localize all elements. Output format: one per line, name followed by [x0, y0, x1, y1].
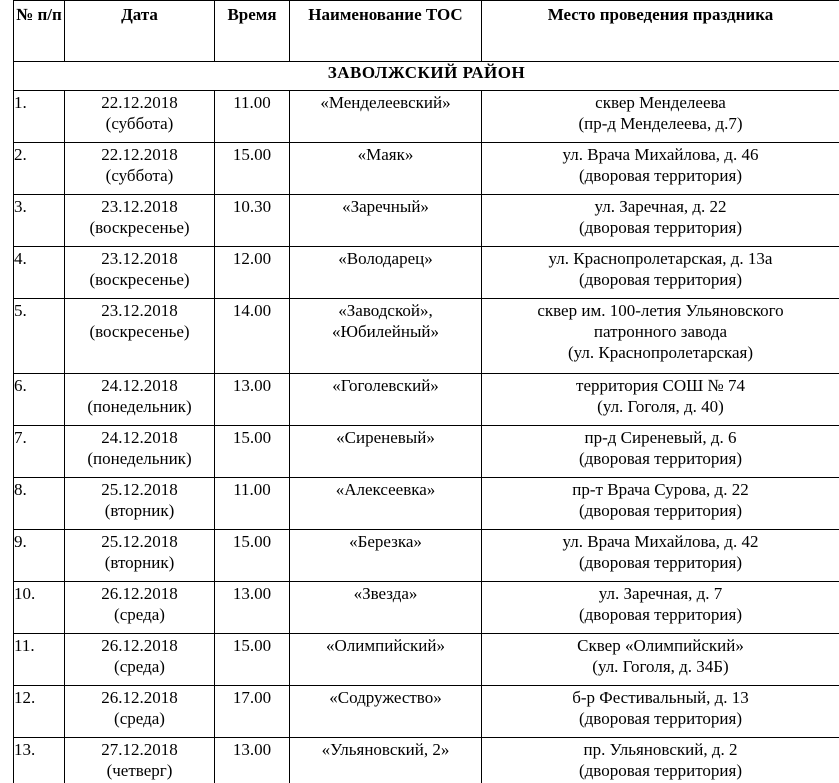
row-number: 1.: [14, 91, 65, 143]
table-row: [14, 195, 839, 247]
place-cell: [482, 299, 839, 374]
time-cell: 15.00: [215, 426, 290, 478]
header-date: Дата: [65, 1, 215, 62]
place-line: (дворовая территория): [579, 605, 742, 624]
header-tos-name: Наименование ТОС: [290, 1, 482, 62]
place-line: (дворовая территория): [579, 761, 742, 780]
time-cell: 14.00: [215, 299, 290, 374]
tos-name-line: «Звезда»: [353, 584, 418, 603]
place-line: б-р Фестивальный, д. 13: [572, 688, 749, 707]
place-cell: [482, 247, 839, 299]
event-weekday: (воскресенье): [89, 218, 190, 237]
date-cell: [65, 374, 215, 426]
event-weekday: (среда): [114, 709, 165, 728]
event-date: 26.12.2018: [101, 584, 178, 603]
date-cell: [65, 195, 215, 247]
place-line: пр-д Сиреневый, д. 6: [584, 428, 737, 447]
tos-name-line: «Заречный»: [342, 197, 429, 216]
place-cell: [482, 686, 839, 738]
tos-name-line: «Алексеевка»: [335, 480, 436, 499]
row-number: 7.: [14, 426, 65, 478]
tos-name-cell: [290, 91, 482, 143]
place-line: сквер им. 100-летия Ульяновского: [537, 301, 784, 320]
place-line: (дворовая территория): [579, 449, 742, 468]
time-cell: 11.00: [215, 91, 290, 143]
event-date: 25.12.2018: [101, 480, 178, 499]
table-row: [14, 478, 839, 530]
time-cell: 15.00: [215, 530, 290, 582]
event-date: 27.12.2018: [101, 740, 178, 759]
time-cell: 17.00: [215, 686, 290, 738]
place-line: патронного завода: [593, 322, 728, 341]
region-title: ЗАВОЛЖСКИЙ РАЙОН: [14, 62, 839, 91]
place-cell: [482, 478, 839, 530]
row-number: 3.: [14, 195, 65, 247]
time-cell: 13.00: [215, 374, 290, 426]
place-line: (дворовая территория): [579, 501, 742, 520]
date-cell: [65, 634, 215, 686]
tos-schedule-table: [13, 0, 839, 783]
tos-name-line: «Сиреневый»: [336, 428, 435, 447]
tos-name-line: «Гоголевский»: [332, 376, 439, 395]
place-line: (дворовая территория): [579, 709, 742, 728]
place-cell: [482, 426, 839, 478]
date-cell: [65, 426, 215, 478]
place-line: (ул. Краснопролетарская): [567, 343, 754, 362]
row-number: 9.: [14, 530, 65, 582]
place-cell: [482, 374, 839, 426]
place-line: территория СОШ № 74: [576, 376, 745, 395]
place-line: ул. Заречная, д. 7: [598, 584, 723, 603]
place-line: (дворовая территория): [579, 270, 742, 289]
row-number: 11.: [14, 634, 65, 686]
place-line: пр-т Врача Сурова, д. 22: [572, 480, 749, 499]
table-row: [14, 299, 839, 374]
tos-name-cell: [290, 247, 482, 299]
place-line: Сквер «Олимпийский»: [577, 636, 744, 655]
date-cell: [65, 582, 215, 634]
tos-name-cell: [290, 478, 482, 530]
place-cell: [482, 91, 839, 143]
tos-name-cell: [290, 374, 482, 426]
tos-name-cell: [290, 582, 482, 634]
event-weekday: (воскресенье): [89, 322, 190, 341]
event-weekday: (четверг): [106, 761, 173, 780]
place-line: (дворовая территория): [579, 218, 742, 237]
header-time: Время: [215, 1, 290, 62]
tos-name-cell: [290, 195, 482, 247]
table-row: [14, 426, 839, 478]
row-number: 13.: [14, 738, 65, 783]
time-cell: 12.00: [215, 247, 290, 299]
date-cell: [65, 299, 215, 374]
date-cell: [65, 530, 215, 582]
event-weekday: (суббота): [105, 166, 174, 185]
event-weekday: (понедельник): [87, 397, 192, 416]
row-number: 10.: [14, 582, 65, 634]
row-number: 6.: [14, 374, 65, 426]
tos-name-line: «Володарец»: [338, 249, 433, 268]
time-cell: 11.00: [215, 478, 290, 530]
place-line: (ул. Гоголя, д. 34Б): [592, 657, 729, 676]
row-number: 8.: [14, 478, 65, 530]
place-line: (дворовая территория): [579, 166, 742, 185]
tos-name-line: «Менделеевский»: [320, 93, 451, 112]
event-weekday: (среда): [114, 657, 165, 676]
tos-name-line: «Олимпийский»: [326, 636, 445, 655]
place-line: (пр-д Менделеева, д.7): [578, 114, 743, 133]
region-row: [14, 62, 839, 91]
place-line: пр. Ульяновский, д. 2: [583, 740, 738, 759]
place-line: ул. Врача Михайлова, д. 42: [562, 532, 759, 551]
place-cell: [482, 530, 839, 582]
event-date: 25.12.2018: [101, 532, 178, 551]
place-line: (ул. Гоголя, д. 40): [597, 397, 724, 416]
tos-name-line: «Заводской»,: [338, 301, 433, 320]
place-line: ул. Краснопролетарская, д. 13а: [548, 249, 773, 268]
time-cell: 15.00: [215, 634, 290, 686]
table-row: [14, 634, 839, 686]
header-num: № п/п: [14, 1, 65, 62]
event-weekday: (вторник): [104, 553, 175, 572]
table-row: [14, 143, 839, 195]
tos-name-line: «Ульяновский, 2»: [321, 740, 450, 759]
date-cell: [65, 478, 215, 530]
place-line: ул. Заречная, д. 22: [594, 197, 727, 216]
place-line: ул. Врача Михайлова, д. 46: [562, 145, 759, 164]
row-number: 4.: [14, 247, 65, 299]
date-cell: [65, 143, 215, 195]
place-line: (дворовая территория): [579, 553, 742, 572]
row-number: 12.: [14, 686, 65, 738]
tos-name-line: «Березка»: [349, 532, 422, 551]
event-date: 22.12.2018: [101, 93, 178, 112]
date-cell: [65, 738, 215, 783]
place-cell: [482, 195, 839, 247]
place-cell: [482, 738, 839, 783]
tos-name-cell: [290, 530, 482, 582]
table-row: [14, 530, 839, 582]
time-cell: 13.00: [215, 738, 290, 783]
table-row: [14, 374, 839, 426]
place-cell: [482, 143, 839, 195]
tos-name-cell: [290, 426, 482, 478]
table-row: [14, 738, 839, 783]
event-date: 26.12.2018: [101, 688, 178, 707]
date-cell: [65, 91, 215, 143]
table-header-row: [14, 1, 839, 62]
tos-name-cell: [290, 738, 482, 783]
tos-name-cell: [290, 143, 482, 195]
event-date: 23.12.2018: [101, 197, 178, 216]
tos-name-line: «Содружество»: [329, 688, 442, 707]
event-date: 23.12.2018: [101, 249, 178, 268]
table-row: [14, 247, 839, 299]
tos-name-line: «Юбилейный»: [332, 322, 439, 341]
event-date: 22.12.2018: [101, 145, 178, 164]
event-weekday: (среда): [114, 605, 165, 624]
table-row: [14, 686, 839, 738]
tos-name-cell: [290, 686, 482, 738]
event-date: 24.12.2018: [101, 376, 178, 395]
place-cell: [482, 582, 839, 634]
time-cell: 10.30: [215, 195, 290, 247]
time-cell: 15.00: [215, 143, 290, 195]
table-row: [14, 582, 839, 634]
place-line: сквер Менделеева: [595, 93, 726, 112]
event-weekday: (понедельник): [87, 449, 192, 468]
header-place: Место проведения праздника: [482, 1, 839, 62]
event-weekday: (вторник): [104, 501, 175, 520]
event-date: 23.12.2018: [101, 301, 178, 320]
tos-name-cell: [290, 634, 482, 686]
table-row: [14, 91, 839, 143]
date-cell: [65, 247, 215, 299]
place-cell: [482, 634, 839, 686]
tos-name-cell: [290, 299, 482, 374]
event-date: 26.12.2018: [101, 636, 178, 655]
event-weekday: (воскресенье): [89, 270, 190, 289]
event-date: 24.12.2018: [101, 428, 178, 447]
row-number: 5.: [14, 299, 65, 374]
tos-name-line: «Маяк»: [357, 145, 414, 164]
time-cell: 13.00: [215, 582, 290, 634]
row-number: 2.: [14, 143, 65, 195]
event-weekday: (суббота): [105, 114, 174, 133]
date-cell: [65, 686, 215, 738]
